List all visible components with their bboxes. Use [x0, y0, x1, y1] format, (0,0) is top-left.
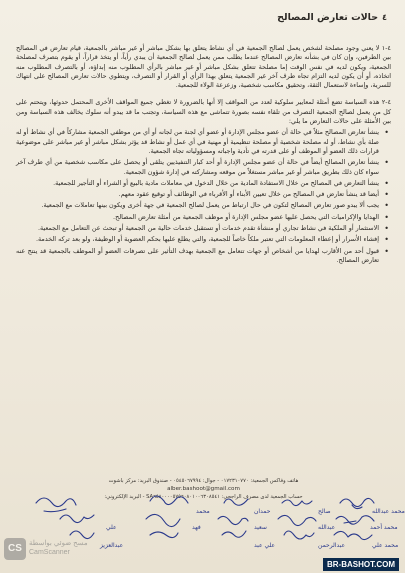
signature-10 [150, 496, 188, 505]
paragraph-4-2-text: هذه السياسة تضع أمثلة لمعايير سلوكية لعدد من المواقف إلا أنها بالضرورة لا تغطي جميع المواقف الأخرى المحتمل حدوثها، ويتحتم على كل من يعمل لصالح الجمعية التصرف من تلقاء نفسه بصورة تتماشى مع هذه السياسة، وتجنب ما قد يبدو أنه سلوك يخالف هذه السياسة ومن بين الأمثلة على حالات التعارض ما يلي: [16, 98, 391, 126]
signature-7 [224, 499, 248, 505]
footer-account-line: حساب الجمعية لدى مصرف الراجحي: SA٦٥٨٠٠٠٠٥٧٥٦٠٨٠١٠٠٦٣٠٨٥٤١ - البريد الإلكتروني: [104, 494, 303, 500]
signature-6 [284, 531, 314, 539]
signature-name: علي عبد [254, 542, 276, 549]
signature-name: محمد عبدالله [372, 508, 405, 515]
section-number: ٤ [382, 12, 387, 22]
signature-1 [340, 498, 374, 508]
signature-8 [218, 516, 248, 524]
signature-13 [36, 498, 76, 512]
signature-name: فهد [192, 524, 201, 531]
document-body [16, 8, 391, 267]
footer-email: alber.bashoot@gmail.com [167, 486, 240, 492]
signature-9 [222, 531, 246, 537]
list-item: • الهدايا والإكراميات التي يحصل عليها عضو مجلس الإدارة أو موظف الجمعية من أمثلة تعارض المصالح. [16, 213, 391, 222]
signature-3 [334, 531, 372, 539]
signature-14 [60, 515, 94, 523]
signature-5 [278, 515, 316, 525]
list-item: • إفشاء الأسرار أو إعطاء المعلومات التي تعتبر ملكاً خاصاً للجمعية، والتي يطلع عليها بحكم العضوية أو الوظيفة، ولو بعد تركه الخدمة. [16, 235, 391, 244]
site-watermark: BR-BASHOT.COM [323, 558, 399, 571]
camscanner-icon: CS [4, 538, 26, 560]
signature-name: عبدالعزيز [100, 542, 124, 549]
signature-name: محمد أحمد [370, 524, 398, 531]
list-item: • الاستثمار أو الملكية في نشاط تجاري أو منشأة تقدم خدمات أو تستقبل خدمات حالية من الجمعية أو تبحث عن التعامل مع الجمعية. [16, 224, 391, 233]
signature-4 [282, 500, 312, 506]
list-item: • أيضا قد ينشأ تعارض في المصالح من خلال تعيين الأبناء أو الأقرباء في الوظائف أو توقيع عقود معهم. [16, 190, 391, 199]
section-heading [16, 8, 387, 26]
list-item: • ينشأ تعارض المصالح مثلاً في حالة أن عضو مجلس الإدارة أو عضو أي لجنة من لجانه أو أي من موظفي الجمعية مشاركاً في أي نشاط أو له صلة بأي نشاط، أو له مصلحة شخصية أو مصلحة تنظيمية أو مهنية في أي عمل أو نشاط قد يؤثر بشكل مباشر أو غير مباشر على موضوعية قرارات ذلك العضو أو الموظف أو على قدرته في تأدية واجباته ومسؤولياته تجاه الجمعية. [16, 128, 391, 156]
list-item: • ينشأ تعارض المصالح أيضاً في حالة أن عضو مجلس الإدارة أو أحد كبار التنفيذيين يتلقى أو يحصل على مكاسب شخصية من أي طرف آخر سواء كان ذلك بطريق مباشر أو غير مباشر مستغلاً من موقعه ومشاركته في إدارة شؤون الجمعية. [16, 158, 391, 177]
paragraph-4-1-number: ٤-١ [381, 44, 391, 52]
signature-name: سعيد [254, 524, 267, 531]
conflict-examples-list [16, 128, 391, 265]
list-item: • يجب ألا يبدو صور تعارض المصالح لتكون في حال ارتباط من يعمل لصالح الجمعية في جهة أخرى ويكون بينها تعاملات مع الجمعية. [16, 201, 391, 210]
signature-name: محمد [196, 508, 210, 515]
paragraph-4-2 [16, 98, 391, 126]
camscanner-label: مسح ضوئي بواسطة CamScanner [29, 540, 88, 556]
signature-name: عبدالله [318, 524, 336, 531]
signature-name: صالح [318, 508, 331, 515]
signature-name: محمد علي [372, 542, 399, 549]
signature-12 [150, 532, 178, 538]
list-item: • ينشأ التعارض في المصالح من خلال الاستفادة المادية من خلال الدخول في معاملات مادية بالبيع أو الشراء أو التأجير للجمعية. [16, 179, 391, 188]
signature-name: عبدالرحمن [318, 542, 346, 549]
signature-2 [336, 516, 374, 525]
signature-name: علي [106, 524, 117, 531]
paragraph-4-1 [16, 44, 391, 90]
section-title: حالات تعارض المصالح [277, 11, 379, 23]
paragraph-4-2-number: ٤-٢ [381, 98, 391, 107]
camscanner-logo [4, 538, 90, 564]
list-item: • قبول أحد من الأقارب لهدايا من أشخاص أو جهات تتعامل مع الجمعية بهدف التأثير على تصرفات العضو أو الموظف بالجمعية قد ينتج عنه تعارض المصالح. [16, 247, 391, 266]
signature-name: حمدان [254, 508, 271, 515]
signature-11 [146, 514, 180, 526]
paragraph-4-1-text: لا يعني وجود مصلحة لشخص يعمل لصالح الجمعية في أي نشاط يتعلق بها بشكل مباشر أو غير مباشر بالجمعية، قيام تعارض في المصالح بين الطرفين، وإن كان في بشأنه تعارض المصالح عندما يطلب ممن يعمل لصالح الجمعية أن يبدي رأياً، أو يتخذ قراراً، أو يقوم بتصرف لمصلحة الجمعية، ويكون لديه في نفس الوقت إما مصلحة تتعلق بشكل مباشر أو غير مباشر بالرأي المطلوب منه إبداؤه، أو بالتصرف المطلوب منه اتخاذه، أو أن يكون لديه التزام تجاه طرف آخر غير الجمعية يتعلق بهذا الرأي أو القرار أو التصرف، ويتطوي حالات تعارض المصالح على انتهاك للسرية، وإساءة لاستعمال الثقة، وتحقيق مكاسب شخصية، وزعزعة الولاء للجمعية. [16, 44, 391, 90]
footer-contact-line: هاتف وفاكس الجمعية: ٠١٧٢٣١٠٧٧٠ - جوال: ٠٥٤٥٠٦٧٩٩٤ - صندوق البريد: مركز باشوت [108, 478, 299, 484]
